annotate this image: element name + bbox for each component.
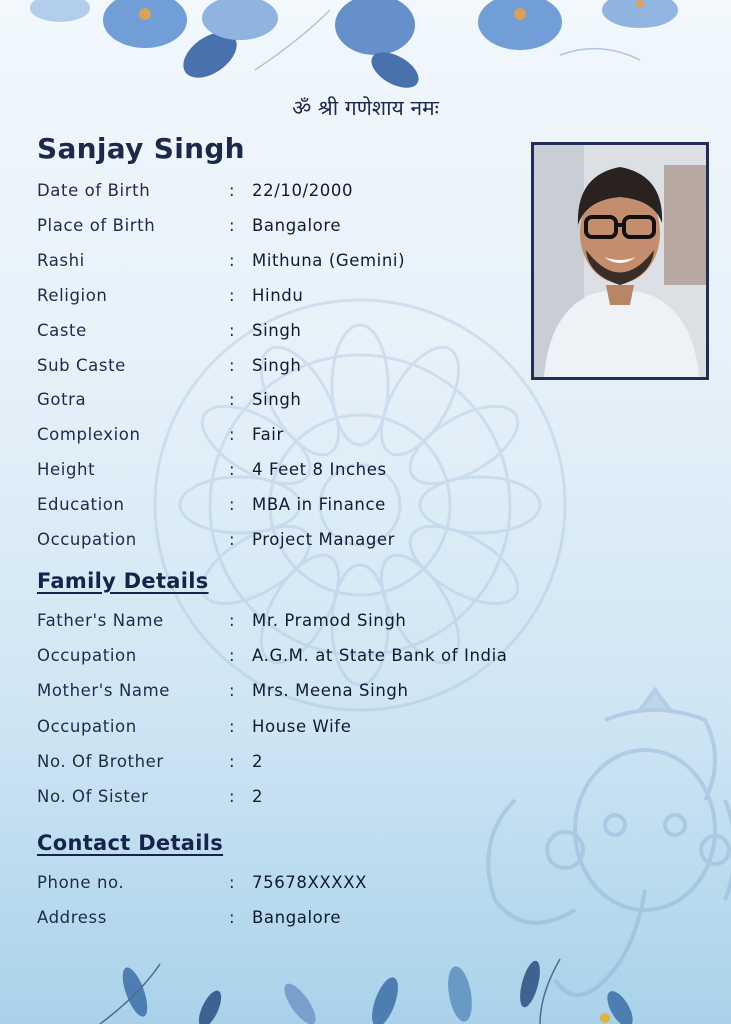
field-separator: : <box>229 873 236 892</box>
field-value: Project Manager <box>252 530 396 549</box>
person-photo-icon <box>534 145 706 377</box>
field-label: Occupation <box>37 646 137 666</box>
field-value: House Wife <box>252 716 352 736</box>
field-separator: : <box>229 460 236 480</box>
field-separator: : <box>229 320 236 340</box>
field-separator: : <box>229 751 236 771</box>
field-label: Address <box>37 908 107 927</box>
field-label: Date of Birth <box>37 181 151 200</box>
field-separator: : <box>229 215 236 235</box>
field-separator: : <box>229 495 236 515</box>
field-label: No. Of Brother <box>37 751 164 771</box>
field-label: Mother's Name <box>37 681 171 701</box>
profile-photo <box>531 142 709 380</box>
field-value: Bangalore <box>252 908 342 927</box>
field-label: Education <box>37 495 125 515</box>
field-label: Father's Name <box>37 611 164 630</box>
field-separator: : <box>229 681 236 701</box>
field-value: A.G.M. at State Bank of India <box>252 646 508 666</box>
field-separator: : <box>229 250 236 270</box>
field-label: Place of Birth <box>37 215 156 235</box>
field-label: Phone no. <box>37 873 125 892</box>
field-separator: : <box>229 425 236 445</box>
field-separator: : <box>229 787 236 806</box>
field-separator: : <box>229 716 236 736</box>
field-label: Height <box>37 460 96 480</box>
field-value: Fair <box>252 425 284 445</box>
field-value: 2 <box>252 751 264 771</box>
field-value: Mr. Pramod Singh <box>252 611 407 630</box>
field-value: Singh <box>252 390 302 410</box>
field-value: Mrs. Meena Singh <box>252 681 409 701</box>
field-label: Caste <box>37 320 87 340</box>
candidate-name: Sanjay Singh <box>37 132 245 165</box>
field-label: Sub Caste <box>37 355 126 375</box>
field-separator: : <box>229 355 236 375</box>
field-separator: : <box>229 908 236 927</box>
field-label: Rashi <box>37 250 85 270</box>
field-separator: : <box>229 611 236 630</box>
field-separator: : <box>229 285 236 305</box>
field-value: Bangalore <box>252 215 342 235</box>
family-details-heading: Family Details <box>37 569 209 593</box>
field-label: Occupation <box>37 716 137 736</box>
field-value: MBA in Finance <box>252 495 386 515</box>
field-separator: : <box>229 390 236 410</box>
field-value: Mithuna (Gemini) <box>252 250 406 270</box>
field-separator: : <box>229 181 236 200</box>
blessing-header: ॐ श्री गणेशाय नमः <box>292 96 439 120</box>
field-value: 75678XXXXX <box>252 873 368 892</box>
field-label: Complexion <box>37 425 141 445</box>
field-label: Gotra <box>37 390 87 410</box>
field-value: Singh <box>252 320 302 340</box>
field-value: Singh <box>252 355 302 375</box>
field-separator: : <box>229 646 236 666</box>
ganesha-watermark <box>455 680 731 1024</box>
field-label: Occupation <box>37 530 137 549</box>
field-value: Hindu <box>252 285 304 305</box>
field-value: 2 <box>252 787 264 806</box>
field-value: 22/10/2000 <box>252 181 354 200</box>
field-separator: : <box>229 530 236 549</box>
contact-details-heading: Contact Details <box>37 831 224 855</box>
field-label: No. Of Sister <box>37 787 149 806</box>
field-label: Religion <box>37 285 108 305</box>
leaves-decoration <box>0 954 731 1024</box>
field-value: 4 Feet 8 Inches <box>252 460 387 480</box>
